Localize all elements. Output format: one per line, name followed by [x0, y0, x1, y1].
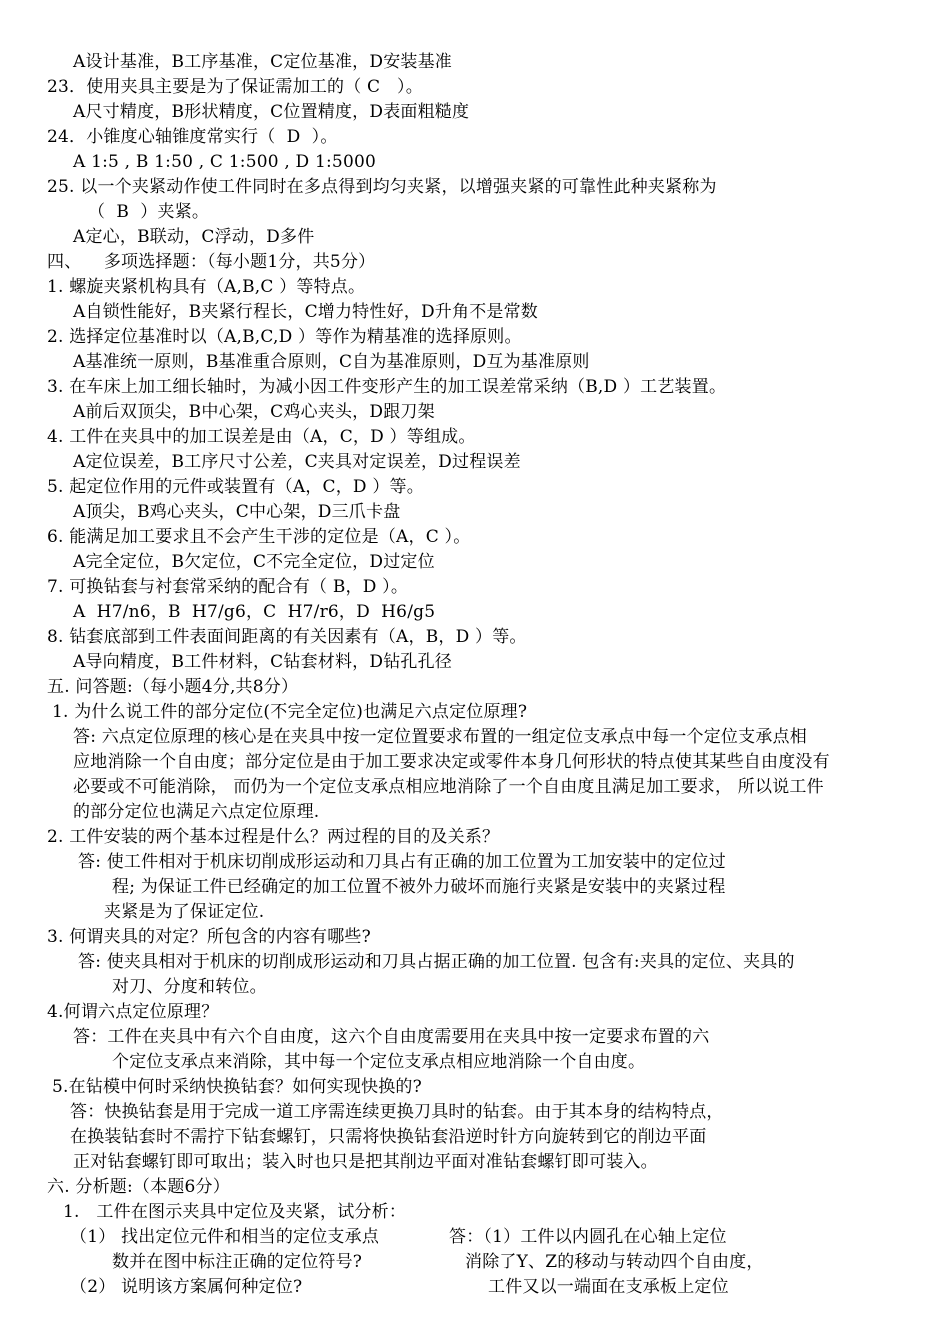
q25-options: A定心，B联动，C浮动，D多件 — [73, 227, 315, 247]
analysis1-answer-line3: 工件又以一端面在支承板上定位 — [488, 1277, 729, 1297]
mc5-options: A顶尖，B鸡心夹头，C中心架，D三爪卡盘 — [73, 502, 401, 522]
mc6-options: A完全定位，B欠定位，C不完全定位，D过定位 — [73, 552, 435, 572]
qa2-answer-line2: 程; 为保证工件已经确定的加工位置不被外力破坏而施行夹紧是安装中的夹紧过程 — [112, 877, 726, 897]
qa3-answer-line1: 答: 使夹具相对于机床的切削成形运动和刀具占据正确的加工位置. 包含有:夹具的定位、夹具的 — [78, 952, 795, 972]
analysis1-part1: （1） 找出定位元件和相当的定位支承点 — [70, 1227, 380, 1247]
q24-question: 24．小锥度心轴锥度常实行（ D ）。 — [47, 127, 338, 147]
mc2-options: A基准统一原则，B基准重合原则，C自为基准原则，D互为基准原则 — [73, 352, 590, 372]
qa1-answer-line3: 必要或不可能消除， 而仍为一个定位支承点相应地消除了一个自由度且满足加工要求， 所以说工件 — [73, 777, 824, 797]
qa2-answer-line1: 答: 使工件相对于机床切削成形运动和刀具占有正确的加工位置为工加安装中的定位过 — [78, 852, 726, 872]
q25-question-cont: （ B ）夹紧。 — [88, 202, 210, 222]
q22-options: A设计基准，B工序基准，C定位基准，D安装基准 — [73, 52, 453, 72]
mc7-options: A H7/n6，B H7/g6，C H7/r6，D H6/g5 — [73, 602, 436, 622]
qa2-answer-line3: 夹紧是为了保证定位. — [104, 902, 265, 922]
qa3-question: 3. 何谓夹具的对定？所包含的内容有哪些? — [47, 927, 371, 947]
mc1-question: 1. 螺旋夹紧机构具有（A,B,C ）等特点。 — [47, 277, 366, 297]
section-heading-5: 五. 问答题:（每小题4分,共8分） — [47, 677, 299, 697]
q23-options: A尺寸精度，B形状精度，C位置精度，D表面粗糙度 — [73, 102, 470, 122]
q25-question: 25. 以一个夹紧动作使工件同时在多点得到均匀夹紧，以增强夹紧的可靠性此种夹紧称为 — [47, 177, 717, 197]
qa5-answer-line3: 正对钻套螺钉即可取出；装入时也只是把其削边平面对准钻套螺钉即可装入。 — [73, 1152, 658, 1172]
mc8-question: 8. 钻套底部到工件表面间距离的有关因素有（A，B，D ）等。 — [47, 627, 527, 647]
qa1-answer-line4: 的部分定位也满足六点定位原理. — [73, 802, 320, 822]
mc1-options: A自锁性能好，B夹紧行程长，C增力特性好，D升角不是常数 — [73, 302, 539, 322]
qa3-answer-line2: 对刀、分度和转位。 — [112, 977, 267, 997]
qa4-answer-line2: 个定位支承点来消除，其中每一个定位支承点相应地消除一个自由度。 — [112, 1052, 646, 1072]
mc2-question: 2. 选择定位基准时以（A,B,C,D ）等作为精基准的选择原则。 — [47, 327, 522, 347]
qa1-answer-line1: 答: 六点定位原理的核心是在夹具中按一定位置要求布置的一组定位支承点中每一个定位支承点相 — [73, 727, 807, 747]
analysis1-part2: （2） 说明该方案属何种定位? — [70, 1277, 303, 1297]
mc4-question: 4. 工件在夹具中的加工误差是由（A，C，D ）等组成。 — [47, 427, 476, 447]
mc8-options: A导向精度，B工件材料，C钻套材料，D钻孔孔径 — [73, 652, 453, 672]
mc5-question: 5. 起定位作用的元件或装置有（A，C，D ）等。 — [47, 477, 424, 497]
analysis1-answer-line1: 答：（1）工件以内圆孔在心轴上定位 — [449, 1227, 727, 1247]
qa5-answer-line2: 在换装钻套时不需拧下钻套螺钉，只需将快换钻套沿逆时针方向旋转到它的削边平面 — [70, 1127, 707, 1147]
section-heading-4: 四、 多项选择题：（每小题1分，共5分） — [47, 252, 376, 272]
mc4-options: A定位误差，B工序尺寸公差，C夹具对定误差，D过程误差 — [73, 452, 521, 472]
mc3-question: 3. 在车床上加工细长轴时，为减小因工件变形产生的加工误差常采纳（B,D ）工艺装置。 — [47, 377, 727, 397]
analysis1-part1-cont: 数并在图中标注正确的定位符号? — [112, 1252, 363, 1272]
mc3-options: A前后双顶尖，B中心架，C鸡心夹头，D跟刀架 — [73, 402, 435, 422]
mc6-question: 6. 能满足加工要求且不会产生干涉的定位是（A，C ）。 — [47, 527, 471, 547]
qa5-answer-line1: 答：快换钻套是用于完成一道工序需连续更换刀具时的钻套。由于其本身的结构特点， — [70, 1102, 724, 1122]
q24-options: A 1:5 , B 1:50 , C 1:500 , D 1:5000 — [73, 152, 376, 172]
qa4-question: 4.何谓六点定位原理？ — [47, 1002, 219, 1022]
mc7-question: 7. 可换钻套与衬套常采纳的配合有（ B，D ）。 — [47, 577, 409, 597]
qa2-question: 2. 工件安装的两个基本过程是什么？两过程的目的及关系？ — [47, 827, 500, 847]
qa1-question: 1. 为什么说工件的部分定位(不完全定位)也满足六点定位原理? — [52, 702, 528, 722]
qa4-answer-line1: 答：工件在夹具中有六个自由度，这六个自由度需要用在夹具中按一定要求布置的六 — [73, 1027, 710, 1047]
q23-question: 23．使用夹具主要是为了保证需加工的（ C ）。 — [47, 77, 423, 97]
section-heading-6: 六. 分析题:（本题6分） — [47, 1177, 230, 1197]
analysis1-question: 1. 工件在图示夹具中定位及夹紧，试分析： — [63, 1202, 407, 1222]
analysis1-answer-line2: 消除了Y、Z的移动与转动四个自由度， — [465, 1252, 764, 1272]
qa1-answer-line2: 应地消除一个自由度；部分定位是由于加工要求决定或零件本身几何形状的特点使其某些自由度没有 — [73, 752, 830, 772]
qa5-question: 5.在钻模中何时采纳快换钻套？如何实现快换的? — [52, 1077, 422, 1097]
